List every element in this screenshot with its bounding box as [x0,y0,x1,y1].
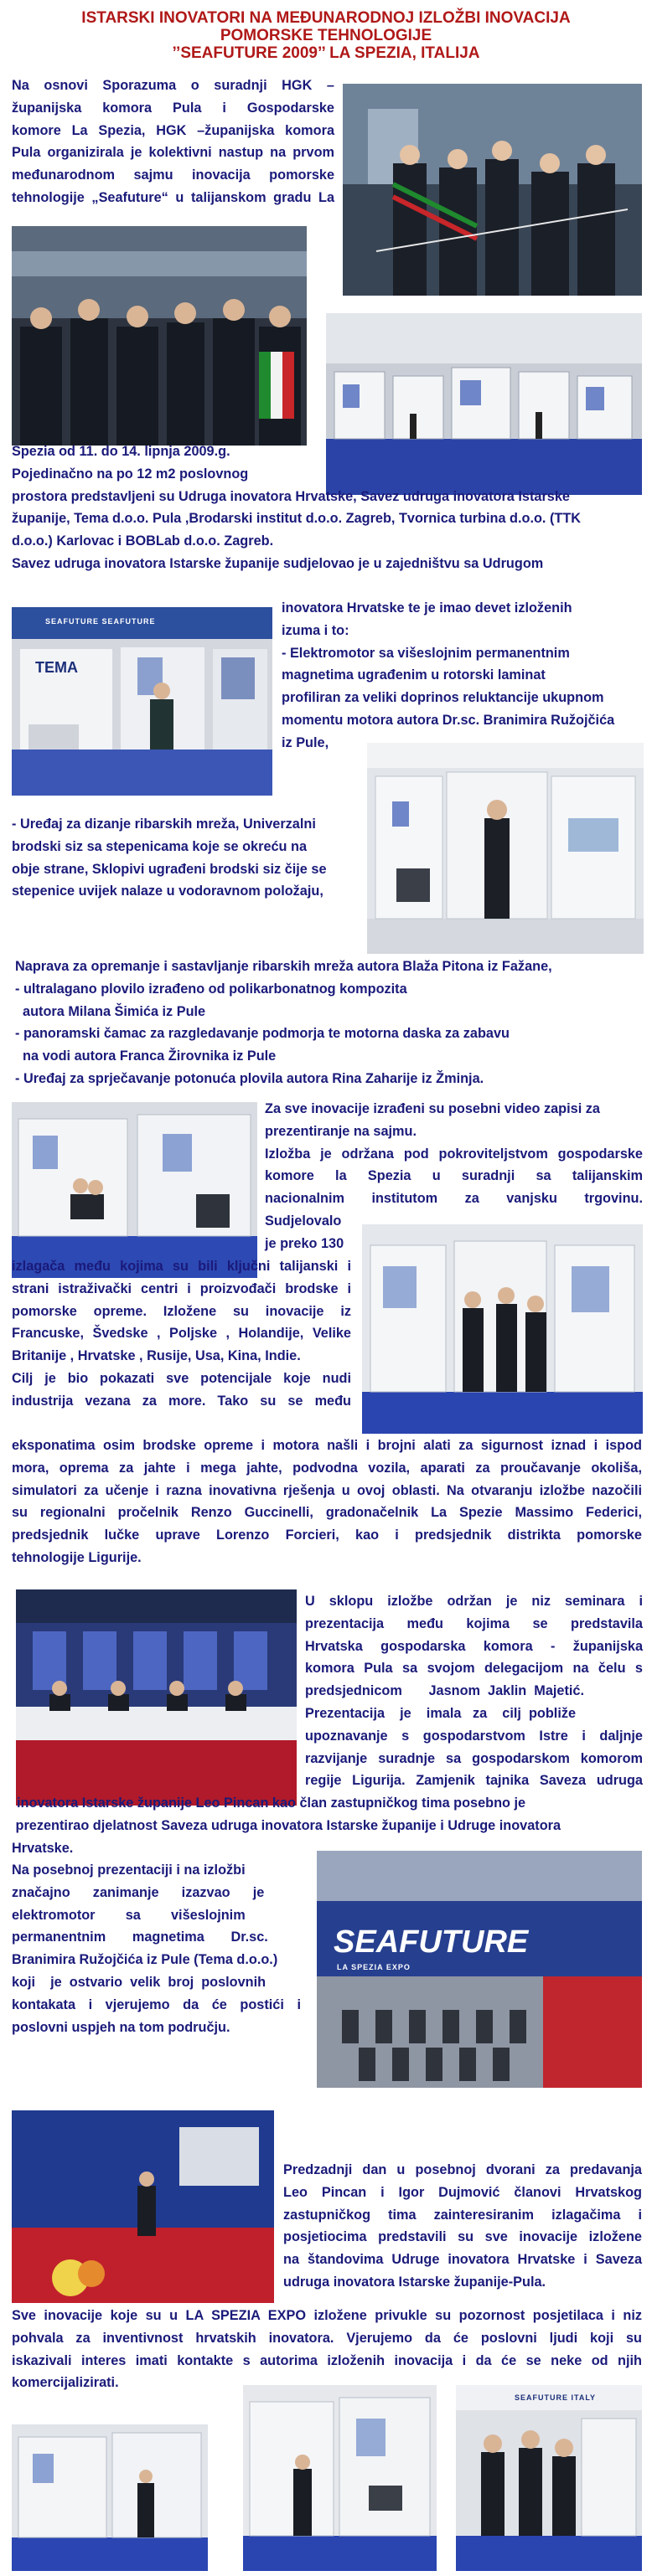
lecture-line: zastupničkog tima zainteresiranim izlagačima i [283,2207,642,2223]
exhibitors-paragraph [12,1255,351,1413]
inventions-line: iz Pule, [282,734,329,750]
pincan-line: Hrvatske. [12,1840,74,1856]
inventions-line: - Elektromotor sa višeslojnim permanentnim [282,645,570,661]
video-line: Za sve inovacije izrađeni su posebni video zapisi za [265,1101,600,1116]
seminars-line: komora Pula sa svojom delegacijom na čelu s [305,1661,643,1677]
lecture-line: udruga inovatora Istarske županije-Pula. [283,2274,546,2290]
lecture-line: posjetiocima predstavili su sve inovacije izložene [283,2229,642,2245]
photo-bottom-middle-booth [243,2385,437,2571]
photo-seafuture-hall [317,1851,642,2088]
intro-line: Na osnovi Sporazuma o suradnji HGK – [12,78,334,93]
exhibits-line: predsjednik lučke uprave Lorenzo Forcieri, kao i predsjednik distrikta pomorske [12,1528,642,1543]
page-title-line-2: POMORSKE TEHNOLOGIJE [220,27,432,44]
photo-bottom-right-group [456,2385,642,2571]
photo-presentation-stage [12,2110,274,2303]
exhibits-line: mora, oprema za jahte i mega jahte, podvodna vozila, aparati za proučavanje okoliša, [12,1460,642,1476]
exhibitors-intro-line: je preko 130 [265,1235,344,1251]
lecture-line: Predzadnji dan u posebnoj dvorani za predavanja [283,2162,642,2177]
electromotor-line: značajno zanimanje izazvao je [12,1884,265,1900]
fishing-device-paragraph [12,813,355,903]
exhibits-paragraph [12,1435,642,1569]
photo-banner-text: SEAFUTURE SEAFUTURE [45,617,156,626]
exhibits-line: tehnologije Ligurije. [12,1549,142,1565]
intro-line: Pula organizirala je kolektivni nastup na prvom [12,145,334,161]
photo-tema-logo-text: TEMA [35,659,78,676]
exhibits-line: eksponatima osim brodske opreme i motora našli i brojni alati za sigurnost iznad i ispod [12,1438,642,1453]
lecture-paragraph [283,2159,642,2294]
participants-line: županije, Tema d.o.o. Pula ,Brodarski institut d.o.o. Zagreb, Tvornica turbina d.o.o. (TTK [12,511,582,527]
authors-list-item: - Uređaj za sprječavanje potonuća plovila autora Rina Zaharije iz Žminja. [15,1070,484,1086]
intro-line: županijska komora Pula i Gospodarske [12,100,334,116]
electromotor-line: Na posebnoj prezentaciji i na izložbi [12,1862,246,1878]
seminars-paragraph [305,1590,643,1792]
electromotor-line: Branimira Ružojčića iz Pule (Tema d.o.o.) [12,1952,278,1968]
electromotor-line: elektromotor sa višeslojnim [12,1907,246,1923]
exhibitors-line: Francuske, Švedske , Poljske , Holandije, Velike [12,1326,351,1342]
electromotor-line: koji je ostvario velik broj poslovnih [12,1974,266,1990]
pincan-line: inovatora Istarske županije Leo Pincan kao član zastupničkog tima posebno je [17,1795,526,1811]
participants-line: Pojedinačno na po 12 m2 poslovnog [12,466,249,482]
inventions-line: momentu motora autora Dr.sc. Branimira Ružojčića [282,712,615,728]
video-line: prezentiranje na sajmu. [265,1123,417,1139]
exhibitors-line: Britanije , Hrvatske , Rusije, Usa, Kina, Indie. [12,1348,301,1364]
exhibitors-line: Cilj je bio pokazati sve potencijale koje nudi [12,1370,351,1386]
authors-list [15,956,645,1090]
inventions-line: profiliran za veliki doprinos reluktancije ukupnom [282,690,604,706]
lecture-line: na štandovima Udruge inovatora Hrvatske i Saveza [283,2252,642,2268]
conclusion-line: Sve inovacije koje su u LA SPEZIA EXPO izložene privukle su pozornost posjetilaca i niz [12,2308,642,2323]
authors-list-item: - panoramski čamac za razgledavanje podmorja te motorna daska za zabavu [15,1026,510,1042]
fishing-line: brodski siz sa stepenicama koje se okreću na [12,838,308,854]
seminars-line: razvijanje suradnje sa gospodarskom komorom [305,1750,643,1766]
lecture-line: Leo Pincan i Igor Dujmović članovi Hrvatskog [283,2184,642,2200]
seminars-line: Prezentacija je imala za cilj pobliže [305,1705,577,1721]
fishing-line: - Uređaj za dizanje ribarskih mreža, Univerzalni [12,817,316,832]
conclusion-line: iskazivali interes imati kontakte s autorima izloženih inovacija i da će se neke od njih [12,2352,642,2368]
exhibitors-intro-line: Sudjelovalo [265,1213,342,1229]
electromotor-line: kontakata i vjerujemo da će postići i [12,1996,301,2012]
participants-paragraph [12,440,642,575]
photo-seafuture-sub-text: LA SPEZIA EXPO [337,1963,411,1971]
inventions-line: inovatora Hrvatske te je imao devet izloženih [282,600,572,616]
photo-opening-crowd [12,226,307,446]
seminars-line: Hrvatska gospodarska komora - županijska [305,1638,643,1654]
electromotor-line: permanentnim magnetima Dr.sc. [12,1929,268,1945]
exhibits-line: su regionalni pročelnik Renzo Guccinelli, gradonačelnik La Spezie Massimo Federici, [12,1505,642,1521]
conclusion-paragraph [12,2305,642,2394]
photo-booth-inventor [367,743,644,954]
exhibitors-line: pomorske opreme. Izložene su inovacije iz [12,1303,351,1319]
authors-list-item: - ultralagano plovilo izrađeno od polikarbonatnog kompozita [15,981,407,997]
participants-line: Savez udruga inovatora Istarske županije sudjelovao je u zajedništvu sa Udrugom [12,555,544,571]
pincan-line: prezentirao djelatnost Saveza udruga inovatora Istarske županije i Udruge inovatora [12,1817,561,1833]
video-line: komore la Spezia u suradnji sa talijanskim [265,1168,643,1184]
seminars-line: upoznavanje s gospodarstvom Istre i daljnje [305,1728,643,1744]
participants-line: Spezia od 11. do 14. lipnja 2009.g. [12,444,230,459]
video-line: Izložba je održana pod pokroviteljstvom gospodarske [265,1146,643,1162]
intro-line: međunarodnom sajmu inovacija pomorske [12,167,334,183]
photo-seafuture-small-text: SEAFUTURE ITALY [515,2393,597,2402]
page-title-line-3: ’’SEAFUTURE 2009’’ LA SPEZIA, ITALIJA [172,44,480,62]
exhibitors-line: izlagača među kojima su bili ključni talijanski i [12,1259,351,1274]
intro-line: komore La Spezia, HGK –županijska komora [12,122,334,138]
authors-list-item: autora Milana Šimića iz Pule [15,1003,206,1019]
photo-seafuture-banner-text: SEAFUTURE [334,1924,529,1960]
electromotor-paragraph [12,1859,301,2038]
seminars-line: predsjednicom Jasnom Jaklin Majetić. [305,1683,584,1699]
seminars-line: prezentacija među kojima se predstavila [305,1615,643,1631]
seminars-line: U sklopu izložbe održan je niz seminara i [305,1594,643,1609]
authors-list-item: na vodi autora Franca Žirovnika iz Pule [15,1048,277,1064]
conclusion-line: pohvala za inventivnost hrvatskih inovatora. Vjerujemo da će poslovni ljudi koji su [12,2330,642,2346]
intro-paragraph [12,75,334,209]
authors-list-item: Naprava za opremanje i sastavljanje ribarskih mreža autora Blaža Pitona iz Fažane, [15,959,552,974]
inventions-paragraph [282,597,642,755]
exhibits-line: simulatori za učenje i razna inovativna rješenja u ovoj oblasti. Na otvaranju izložbe nazočili [12,1482,642,1498]
photo-bottom-left-booth [12,2424,208,2571]
video-paragraph [265,1098,643,1210]
exhibitors-line: strani istraživački centri i proizvođači brodske i [12,1280,351,1296]
page-title-line-1: ISTARSKI INOVATORI NA MEĐUNARODNOJ IZLOŽBI INOVACIJA [81,9,571,27]
fishing-line: obje strane, Sklopivi ugrađeni brodski siz čije se [12,861,327,877]
fishing-line: stepenice uvijek nalaze u vodoravnom položaju, [12,884,323,899]
electromotor-line: poslovni uspjeh na tom području. [12,2019,230,2035]
seminars-line: regije Ligurija. Zamjenik tajnika Saveza udruga [305,1773,643,1789]
exhibitors-intro [265,1210,357,1255]
photo-ribbon-cutting [343,84,642,296]
video-line: nacionalnim institutom za vanjsku trgovinu. [265,1191,643,1207]
participants-line: d.o.o.) Karlovac i BOBLab d.o.o. Zagreb. [12,533,274,549]
inventions-line: magnetima ugrađenim u rotorski laminat [282,667,546,683]
photo-croatia-stands [12,1102,257,1278]
photo-seminar-panel [16,1589,297,1806]
photo-booth-visitors [362,1224,643,1434]
photo-tema-booth [12,607,272,796]
participants-line: prostora predstavljeni su Udruga inovatora Hrvatske, Savez udruga inovatora Istarske [12,488,570,504]
pincan-paragraph [12,1792,642,1859]
inventions-line: izuma i to: [282,622,349,638]
intro-line: tehnologije „Seafuture“ u talijanskom gradu La [12,189,334,205]
exhibitors-line: industrija vezana za more. Tako su se među [12,1393,351,1409]
conclusion-line: komercijalizirati. [12,2375,119,2391]
